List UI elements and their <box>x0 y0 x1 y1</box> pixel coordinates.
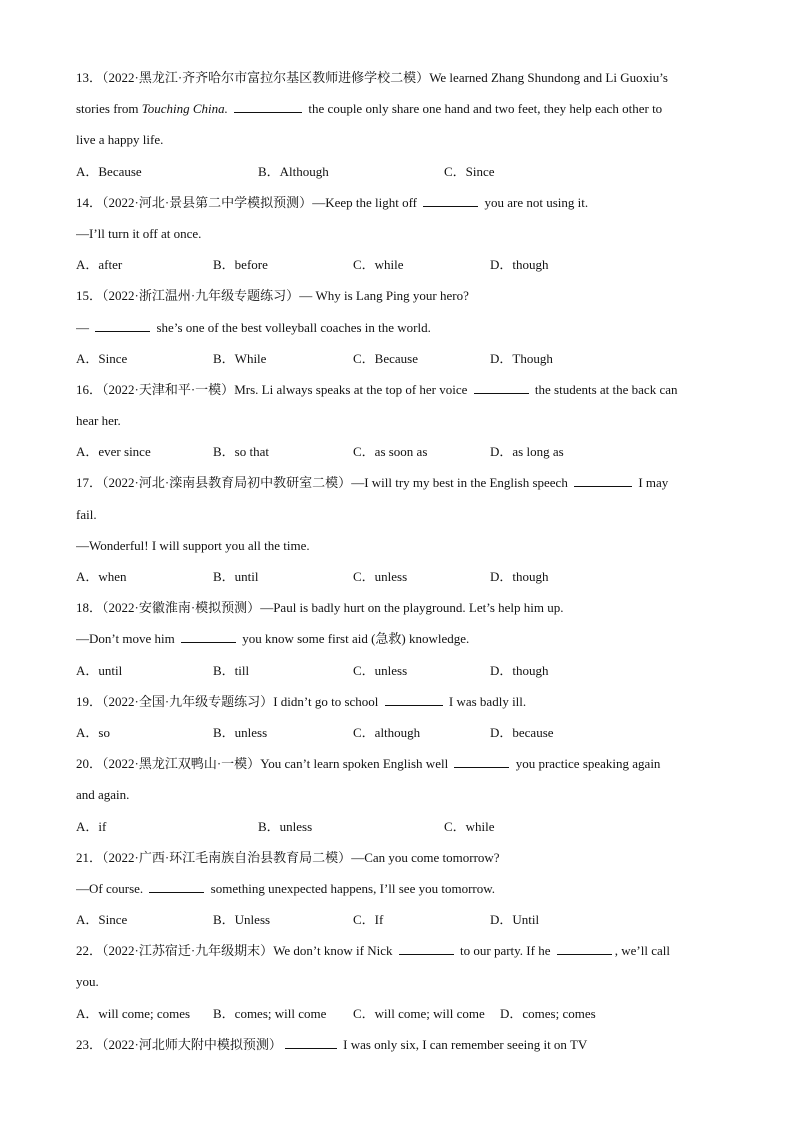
question-source: （2022·黑龙江·齐齐哈尔市富拉尔基区教师进修学校二模） <box>102 70 430 85</box>
option-b: B．so that <box>213 444 269 460</box>
question-stem: —Keep the light off <box>312 194 418 210</box>
question-stem: —Wonderful! I will support you all the time. <box>76 537 310 553</box>
answer-blank <box>474 381 529 394</box>
question-14-options <box>76 249 726 280</box>
option-d: D．as long as <box>490 444 564 460</box>
question-21-line-1 <box>76 842 726 873</box>
question-source: （2022·全国·九年级专题练习） <box>102 693 274 709</box>
answer-blank <box>285 1036 337 1049</box>
question-stem: —Paul is badly hurt on the playground. Let’s help him up. <box>260 600 564 616</box>
question-stem: something unexpected happens, I’ll see you tomorrow. <box>210 880 496 896</box>
question-stem: —Don’t move him <box>76 631 175 647</box>
question-17-options <box>76 561 726 592</box>
question-23-line-1 <box>76 1029 726 1060</box>
question-22-line-1 <box>76 935 726 966</box>
question-stem: , we’ll call <box>614 943 670 959</box>
question-number: 22． <box>76 943 103 959</box>
question-source: （2022·安徽淮南·模拟预测） <box>102 600 261 616</box>
option-c: C．as soon as <box>353 444 428 460</box>
option-c: C．unless <box>353 662 408 678</box>
question-number: 19． <box>76 693 103 709</box>
question-number: 14． <box>76 194 103 210</box>
answer-blank <box>181 630 236 643</box>
option-d: D．Though <box>490 350 553 366</box>
option-a: A．Because <box>76 163 142 179</box>
question-stem: We don’t know if Nick <box>273 943 393 959</box>
question-stem: to our party. If he <box>460 943 551 959</box>
question-stem: I was only six, I can remember seeing it on TV <box>343 1036 588 1052</box>
question-stem: she’s one of the best volleyball coaches in the world. <box>156 319 431 335</box>
option-b: B．before <box>213 257 268 273</box>
question-15-options <box>76 343 726 374</box>
answer-blank <box>385 693 443 706</box>
question-20-line-1 <box>76 748 726 779</box>
answer-blank <box>557 942 612 955</box>
question-16-line-1 <box>76 374 726 405</box>
option-b: B．unless <box>258 818 313 834</box>
question-source: （2022·河北师大附中模拟预测） <box>102 1036 282 1052</box>
question-source: （2022·黑龙江双鸭山·一模） <box>102 756 261 772</box>
question-stem: live a happy life. <box>76 132 164 148</box>
option-d: D．Until <box>490 912 540 928</box>
option-d: D．because <box>490 724 554 740</box>
question-stem: I didn’t go to school <box>273 693 379 709</box>
option-a: A．so <box>76 724 110 740</box>
option-c: C．Because <box>353 350 418 366</box>
question-stem: —Of course. <box>76 880 144 896</box>
option-c: C．although <box>353 724 421 740</box>
option-a: A．until <box>76 662 123 678</box>
option-b: B．till <box>213 662 250 678</box>
answer-blank <box>454 755 509 768</box>
question-source: （2022·河北·滦南县教育局初中教研室二模） <box>102 475 352 491</box>
question-stem: the couple only share one hand and two feet, they help each other to <box>305 101 663 117</box>
question-list <box>76 62 726 1060</box>
question-stem: —I will try my best in the English speech <box>351 475 568 491</box>
question-17-line-2 <box>76 499 726 530</box>
question-stem: you are not using it. <box>484 194 589 210</box>
question-stem: We learned Zhang Shundong and Li Guoxiu’s <box>429 70 668 85</box>
question-20-line-2 <box>76 779 726 810</box>
question-13-line-3 <box>76 124 726 155</box>
answer-blank <box>574 474 632 487</box>
option-c: C．while <box>353 257 404 273</box>
question-stem: — Why is Lang Ping your hero? <box>299 288 469 304</box>
question-stem: you know some first aid (急救) knowledge. <box>242 631 470 647</box>
question-16-line-2 <box>76 405 726 436</box>
question-19-options <box>76 717 726 748</box>
option-c: C．while <box>444 818 495 834</box>
question-17-line-1 <box>76 467 726 498</box>
question-stem: I was badly ill. <box>448 693 527 709</box>
book-title: Touching China. <box>141 101 228 117</box>
option-a: A．when <box>76 569 127 584</box>
question-18-line-2 <box>76 623 726 654</box>
question-stem: stories from <box>76 101 142 117</box>
option-c: C．If <box>353 912 384 928</box>
option-c: C．unless <box>353 569 408 584</box>
question-18-options <box>76 655 726 686</box>
option-b: B．until <box>213 569 259 584</box>
option-b: B．comes; will come <box>213 1005 327 1021</box>
question-17-line-3 <box>76 530 726 561</box>
question-21-line-2 <box>76 873 726 904</box>
question-13-options <box>76 156 726 187</box>
question-number: 13． <box>76 70 103 85</box>
question-21-options <box>76 904 726 935</box>
option-d: D．though <box>490 662 549 678</box>
question-source: （2022·江苏宿迁·九年级期末） <box>102 943 274 959</box>
question-13-line-2 <box>76 93 726 124</box>
question-16-options <box>76 436 726 467</box>
question-22-options <box>76 998 726 1029</box>
option-a: A．Since <box>76 912 128 928</box>
question-20-options <box>76 811 726 842</box>
question-13-line-1 <box>76 62 726 93</box>
answer-blank <box>234 100 302 113</box>
question-22-line-2 <box>76 966 726 997</box>
question-14-line-2 <box>76 218 726 249</box>
question-stem: —I’ll turn it off at once. <box>76 225 202 241</box>
option-a: A．ever since <box>76 444 151 460</box>
question-source: （2022·河北·景县第二中学模拟预测） <box>102 194 313 210</box>
question-number: 16． <box>76 381 103 397</box>
option-b: B．Unless <box>213 912 271 928</box>
question-stem: and again. <box>76 787 130 803</box>
question-number: 17． <box>76 475 103 491</box>
option-a: A．will come; comes <box>76 1005 191 1021</box>
option-c: C．Since <box>444 163 495 179</box>
question-source: （2022·广西·环江毛南族自治县教育局二模） <box>102 849 352 865</box>
option-b: B．While <box>213 350 267 366</box>
question-number: 23． <box>76 1036 103 1052</box>
question-14-line-1 <box>76 187 726 218</box>
option-d: D．though <box>490 569 549 584</box>
option-b: B．unless <box>213 724 268 740</box>
answer-blank <box>423 194 478 207</box>
option-d: D．though <box>490 257 549 273</box>
question-stem: You can’t learn spoken English well <box>260 756 449 772</box>
answer-blank <box>149 880 204 893</box>
question-stem: you. <box>76 974 99 990</box>
answer-blank <box>399 942 454 955</box>
question-18-line-1 <box>76 592 726 623</box>
question-19-line-1 <box>76 686 726 717</box>
question-stem: fail. <box>76 506 97 522</box>
question-number: 15． <box>76 288 103 304</box>
question-15-line-1 <box>76 280 726 311</box>
question-stem: you practice speaking again <box>515 756 661 772</box>
question-stem: the students at the back can <box>534 381 678 397</box>
question-number: 21． <box>76 849 103 865</box>
option-c: C．will come; will come <box>353 1005 485 1021</box>
option-a: A．Since <box>76 350 128 366</box>
question-number: 18． <box>76 600 103 616</box>
question-15-line-2 <box>76 312 726 343</box>
option-a: A．if <box>76 818 107 834</box>
option-b: B．Although <box>258 163 329 179</box>
question-source: （2022·天津和平·一模） <box>102 381 235 397</box>
question-number: 20． <box>76 756 103 772</box>
option-d: D．comes; comes <box>500 1005 596 1021</box>
question-stem: Mrs. Li always speaks at the top of her voice <box>234 381 468 397</box>
question-stem: — <box>76 319 89 335</box>
answer-blank <box>95 319 150 332</box>
question-stem: I may <box>638 475 669 491</box>
question-source: （2022·浙江温州·九年级专题练习） <box>102 288 300 304</box>
question-stem: hear her. <box>76 413 121 429</box>
option-a: A．after <box>76 257 123 273</box>
question-stem: —Can you come tomorrow? <box>351 849 500 865</box>
